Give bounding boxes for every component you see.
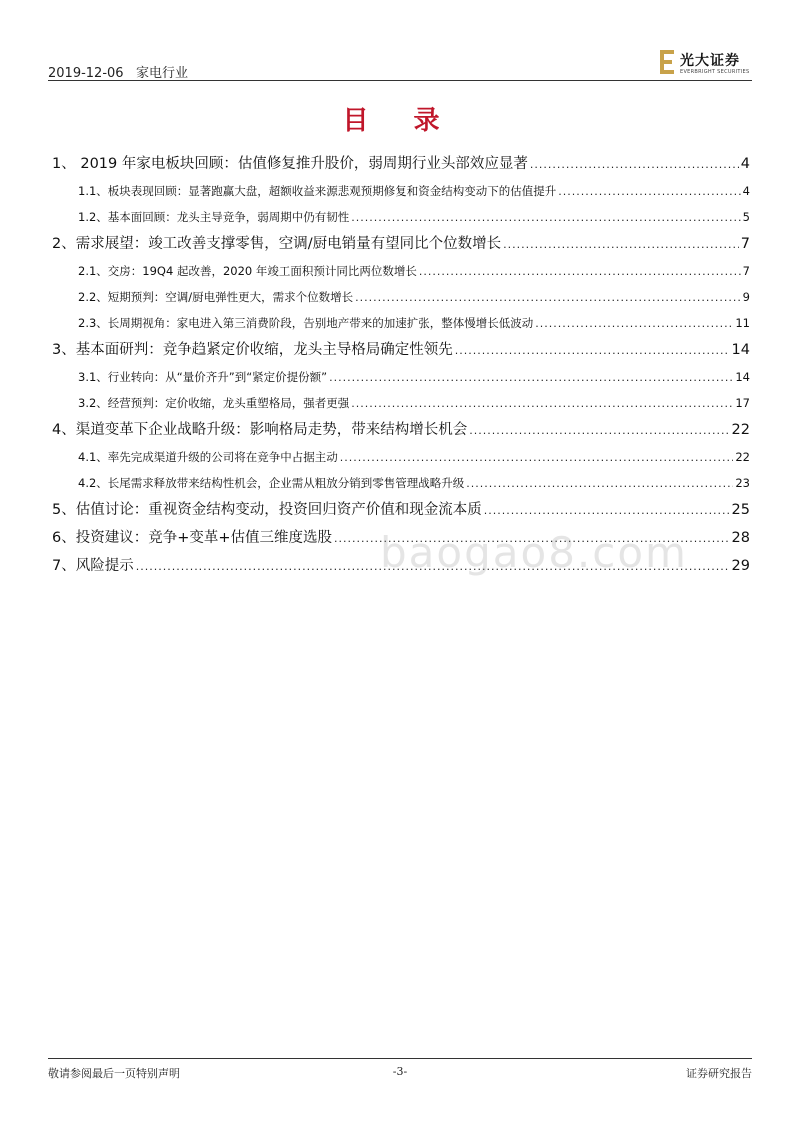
toc-entry-label — [52, 524, 332, 552]
toc-entry-title: 基本面回顾：龙头主导竞争，弱周期中仍有韧性 — [107, 210, 350, 224]
toc-entry-label — [78, 310, 533, 336]
toc-page-number: 5 — [742, 210, 750, 224]
toc-dot-leader — [535, 311, 733, 337]
toc-dot-leader — [334, 525, 730, 553]
toc-entry-title: 板块表现回顾：显著跑赢大盘，超额收益来源悲观预期修复和资金结构变动下的估值提升 — [107, 184, 557, 198]
toc-entry-number: 2.1、 — [78, 264, 108, 278]
toc-entry-title: 风险提示 — [75, 558, 134, 574]
toc-subentry[interactable] — [52, 178, 750, 204]
toc-page-number: 14 — [735, 370, 750, 384]
toc-entry-label — [78, 284, 353, 310]
toc-dot-leader — [466, 471, 733, 497]
toc-page-number: 22 — [735, 450, 750, 464]
toc-dot-leader — [503, 231, 739, 259]
toc-entry-number: 1.1、 — [78, 184, 108, 198]
toc-entry-title: 交房：19Q4 起改善，2020 年竣工面积预计同比两位数增长 — [107, 264, 417, 278]
toc-page-number: 29 — [731, 558, 750, 574]
toc-entry-title: 2019 年家电板块回顾：估值修复推升股价，弱周期行业头部效应显著 — [75, 156, 528, 172]
toc-entry-title: 率先完成渠道升级的公司将在竞争中占据主动 — [107, 450, 338, 464]
logo-text: 光大证券 — [680, 53, 740, 69]
toc-entry-number: 3.2、 — [78, 396, 108, 410]
toc-page-number: 7 — [742, 264, 750, 278]
toc-dot-leader — [329, 365, 733, 391]
toc-entry-label — [78, 364, 327, 390]
toc-page-number: 23 — [735, 476, 750, 490]
toc-entry-label — [78, 258, 417, 284]
toc-page-number: 25 — [731, 502, 750, 518]
toc-subentry[interactable] — [52, 310, 750, 336]
everbright-logo-icon — [660, 50, 676, 74]
toc-entry-title: 长周期视角：家电进入第三消费阶段，告别地产带来的加速扩张，整体慢增长低波动 — [107, 316, 534, 330]
toc-page-number: 11 — [735, 316, 750, 330]
toc-entry-number: 5、 — [52, 502, 76, 518]
toc-dot-leader — [530, 151, 739, 179]
toc-entry-number: 1.2、 — [78, 210, 108, 224]
header-date-industry — [48, 62, 188, 81]
toc-dot-leader — [419, 259, 741, 285]
toc-entry-title: 行业转向：从“量价齐升”到“紧定价提份额” — [107, 370, 328, 384]
toc-dot-leader — [351, 391, 733, 417]
toc-entry-title: 基本面研判：竞争趋紧定价收缩，龙头主导格局确定性领先 — [75, 342, 453, 358]
toc-page-number: 4 — [742, 184, 750, 198]
header-industry: 家电行业 — [135, 66, 188, 81]
toc-page-number: 7 — [740, 236, 750, 252]
everbright-logo — [660, 48, 752, 78]
header-date: 2019-12-06 — [48, 66, 124, 81]
toc-entry-title: 经营预判：定价收缩，龙头重塑格局，强者更强 — [107, 396, 350, 410]
toc-dot-leader — [558, 179, 740, 205]
toc-entry[interactable] — [52, 496, 750, 524]
toc-entry-label — [52, 230, 501, 258]
toc-entry[interactable] — [52, 552, 750, 580]
toc-page-number: 22 — [731, 422, 750, 438]
toc-entry-number: 4.1、 — [78, 450, 108, 464]
page-footer — [48, 1058, 752, 1083]
toc-dot-leader — [469, 417, 729, 445]
toc-entry-number: 7、 — [52, 558, 76, 574]
toc-entry-label — [52, 416, 467, 444]
toc-title: 目 录 — [342, 106, 458, 136]
toc-entry-label — [52, 336, 453, 364]
logo-subtext: EVERBRIGHT SECURITIES — [680, 69, 750, 75]
toc-page-number: 17 — [735, 396, 750, 410]
toc-dot-leader — [136, 553, 730, 581]
toc-entry-number: 3.1、 — [78, 370, 108, 384]
table-of-contents — [52, 150, 750, 580]
footer-disclaimer: 敬请参阅最后一页特别声明 — [48, 1067, 180, 1080]
watermark: baogao8.com — [380, 528, 688, 577]
toc-entry-label — [52, 496, 482, 524]
toc-entry-label — [78, 390, 349, 416]
toc-entry-label — [78, 444, 338, 470]
toc-page-number: 4 — [740, 156, 750, 172]
toc-subentry[interactable] — [52, 470, 750, 496]
toc-subentry[interactable] — [52, 390, 750, 416]
toc-page-number: 14 — [731, 342, 750, 358]
toc-dot-leader — [355, 285, 741, 311]
toc-dot-leader — [455, 337, 730, 365]
toc-entry-label — [78, 204, 349, 230]
toc-entry[interactable] — [52, 150, 750, 178]
toc-entry-number: 4.2、 — [78, 476, 108, 490]
toc-page-number: 28 — [731, 530, 750, 546]
toc-entry-number: 2.2、 — [78, 290, 108, 304]
toc-entry-label — [78, 470, 464, 496]
toc-entry-label — [52, 150, 528, 178]
toc-entry-title: 渠道变革下企业战略升级：影响格局走势，带来结构增长机会 — [75, 422, 468, 438]
toc-subentry[interactable] — [52, 364, 750, 390]
toc-entry[interactable] — [52, 416, 750, 444]
toc-subentry[interactable] — [52, 444, 750, 470]
toc-entry-title: 估值讨论：重视资金结构变动，投资回归资产价值和现金流本质 — [75, 502, 482, 518]
toc-entry-number: 3、 — [52, 342, 76, 358]
toc-entry-number: 2.3、 — [78, 316, 108, 330]
toc-entry-title: 投资建议：竞争+变革+估值三维度选股 — [75, 530, 333, 546]
footer-report-type: 证券研究报告 — [686, 1067, 752, 1080]
toc-entry-label — [52, 552, 134, 580]
toc-page-number: 9 — [742, 290, 750, 304]
toc-subentry[interactable] — [52, 204, 750, 230]
toc-subentry[interactable] — [52, 258, 750, 284]
toc-entry-title: 短期预判：空调/厨电弹性更大，需求个位数增长 — [107, 290, 354, 304]
toc-dot-leader — [340, 445, 734, 471]
toc-entry[interactable] — [52, 230, 750, 258]
toc-entry-number: 1、 — [52, 156, 76, 172]
toc-entry-title: 长尾需求释放带来结构性机会，企业需从粗放分销到零售管理战略升级 — [107, 476, 465, 490]
toc-subentry[interactable] — [52, 284, 750, 310]
toc-entry-label — [78, 178, 556, 204]
toc-dot-leader — [351, 205, 740, 231]
page-header — [48, 48, 752, 81]
toc-entry-number: 4、 — [52, 422, 76, 438]
toc-entry-number: 6、 — [52, 530, 76, 546]
toc-entry-number: 2、 — [52, 236, 76, 252]
toc-entry[interactable] — [52, 524, 750, 552]
toc-entry[interactable] — [52, 336, 750, 364]
toc-entry-title: 需求展望：竣工改善支撑零售，空调/厨电销量有望同比个位数增长 — [75, 236, 502, 252]
page-number: -3- — [392, 1065, 408, 1078]
toc-dot-leader — [484, 497, 730, 525]
